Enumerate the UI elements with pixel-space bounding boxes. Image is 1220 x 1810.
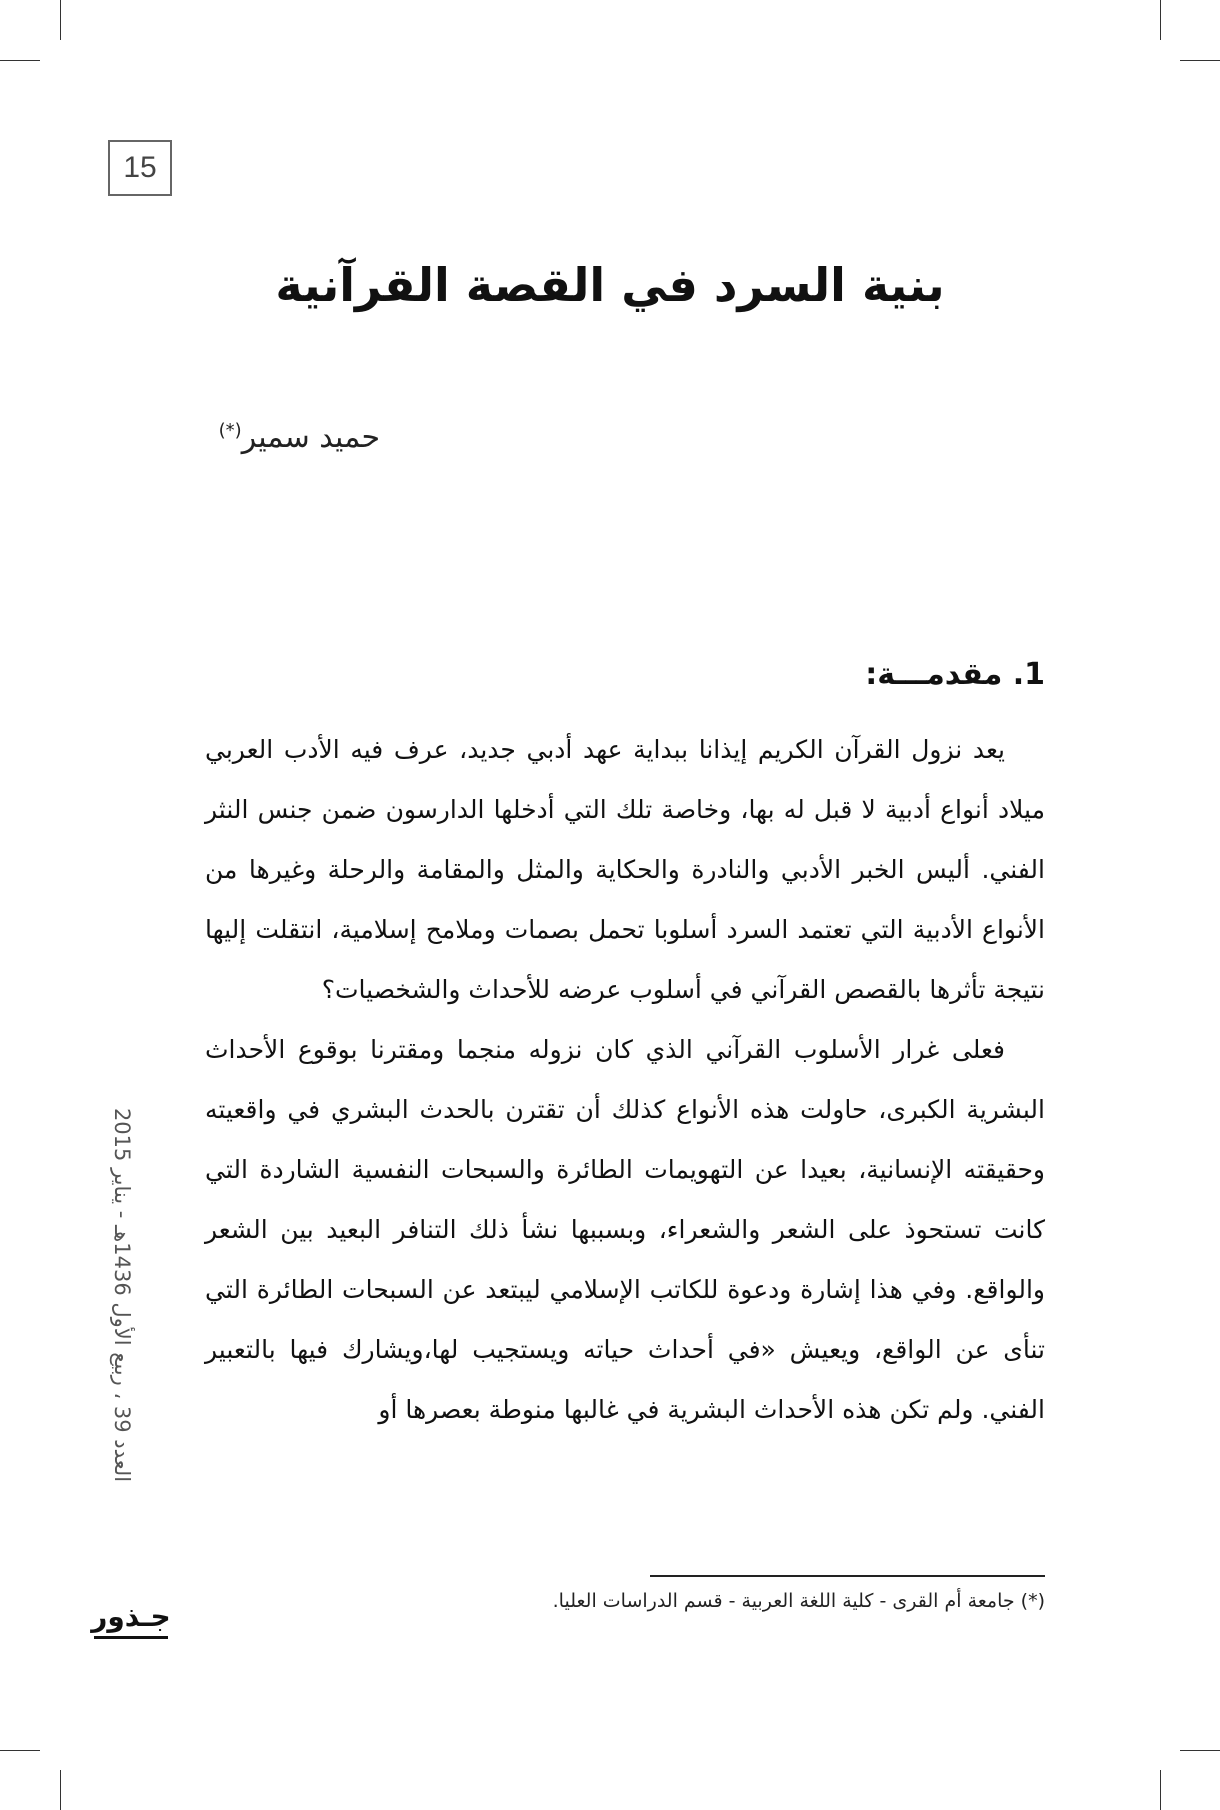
body-paragraph-2: فعلى غرار الأسلوب القرآني الذي كان نزوله منجما ومقترنا بوقوع الأحداث البشرية الكبرى، حاولت هذه الأنواع كذلك أن تقترن بالحدث البشري في واقعيته وحقيقته الإنسانية، بعيدا عن التهويمات الطائرة والسبحات النفسية الشاردة التي كانت تستحوذ على الشعر والشعراء، وبسببها نشأ ذلك التنافر البعيد بين الشعر والواقع. وفي هذا إشارة ودعوة للكاتب الإسلامي ليبتعد عن السبحات الطائرة التي تنأى عن الواقع، ويعيش «في أحداث حياته ويستجيب لها،ويشارك فيها بالتعبير الفني. ولم تكن هذه الأحداث البشرية في غالبها منوطة بعصرها أو bbox=[205, 1035, 1045, 1424]
body-paragraph-1: يعد نزول القرآن الكريم إيذانا ببداية عهد أدبي جديد، عرف فيه الأدب العربي ميلاد أنواع أدبية لا قبل له بها، وخاصة تلك التي أدخلها الدارسون ضمن جنس النثر الفني. أليس الخبر الأدبي والنادرة والحكاية والمثل والمقامة والرحلة وغيرها من الأنواع الأدبية التي تعتمد السرد أسلوبا تحمل بصمات وملامح إسلامية، انتقلت إليها نتيجة تأثرها بالقصص القرآني في أسلوب عرضه للأحداث والشخصيات؟ bbox=[205, 735, 1045, 1004]
crop-mark-bottom-right-h bbox=[1180, 1750, 1220, 1751]
section-heading: 1. مقدمـــة: bbox=[865, 657, 1045, 692]
footnote-divider bbox=[650, 1575, 1045, 1577]
article-body bbox=[205, 720, 1045, 1440]
author-name: حميد سمير bbox=[241, 420, 380, 455]
page-number: 15 bbox=[108, 140, 172, 196]
issue-info: العدد 39 ، ربيع الأول 1436هـ - يناير 2015 bbox=[110, 1107, 134, 1483]
crop-mark-bottom-left-h bbox=[0, 1750, 40, 1751]
journal-logo: جـذور bbox=[94, 1596, 168, 1639]
crop-mark-top-left-h bbox=[0, 60, 40, 61]
article-title: بنية السرد في القصة القرآنية bbox=[275, 258, 945, 312]
crop-mark-top-left-v bbox=[60, 0, 61, 40]
crop-mark-top-right-h bbox=[1180, 60, 1220, 61]
crop-mark-bottom-right-v bbox=[1160, 1770, 1161, 1810]
footnote: (*) جامعة أم القرى - كلية اللغة العربية - قسم الدراسات العليا. bbox=[552, 1590, 1045, 1612]
author-line bbox=[170, 420, 380, 455]
crop-mark-top-right-v bbox=[1160, 0, 1161, 40]
crop-mark-bottom-left-v bbox=[60, 1770, 61, 1810]
author-note-marker: (*) bbox=[218, 420, 242, 441]
